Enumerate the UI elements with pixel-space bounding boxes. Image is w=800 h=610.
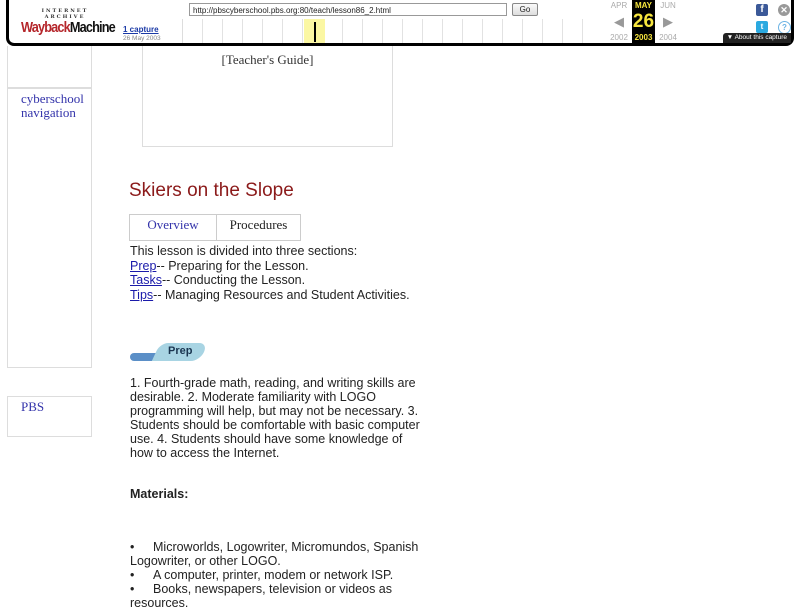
- prerequisites-text: 1. Fourth-grade math, reading, and writing skills are desirable. 2. Moderate familiarity with LOGO programming will help, but may not be necessary. 3. Students should be comfortable with basic computer use. 4. Students should have some knowledge of how to access the Internet.: [130, 376, 420, 460]
- prev-year-label[interactable]: 2002: [610, 33, 628, 42]
- close-icon[interactable]: ✕: [778, 4, 790, 16]
- wayback-logo[interactable]: [21, 8, 115, 36]
- teachers-guide-image: [142, 46, 393, 147]
- url-input[interactable]: http://pbscyberschool.pbs.org:80/teach/lesson86_2.html: [189, 3, 507, 16]
- section-row-tips: Tips-- Managing Resources and Student Activities.: [130, 287, 410, 302]
- current-year-label: 2003: [634, 33, 653, 42]
- captures-date: 26 May 2003: [123, 35, 161, 42]
- current-month-label: MAY: [634, 1, 653, 10]
- list-item: • Books, newspapers, television or videos as resources.: [130, 582, 393, 610]
- prev-month-label[interactable]: APR: [610, 1, 628, 10]
- section-row-prep: Prep-- Preparing for the Lesson.: [130, 258, 309, 273]
- sidebar-pbs-box: [7, 396, 92, 437]
- facebook-icon[interactable]: f: [756, 4, 768, 16]
- cyberschool-navigation-link[interactable]: cyberschool navigation: [21, 91, 84, 120]
- tab-procedures[interactable]: Procedures: [229, 217, 288, 232]
- date-navigator: [606, 0, 682, 46]
- current-day-label: 26: [632, 11, 655, 32]
- section-row-tasks: Tasks-- Conducting the Lesson.: [130, 273, 306, 287]
- about-capture-button[interactable]: ▼ About this capture: [723, 33, 791, 43]
- captures-link[interactable]: 1 capture: [123, 25, 159, 34]
- lesson-tabs: [129, 214, 301, 241]
- twitter-icon[interactable]: t: [756, 21, 768, 33]
- internet-archive-label: INTERNET ARCHIVE: [41, 8, 89, 20]
- wayback-toolbar: [6, 0, 794, 46]
- tips-link[interactable]: Tips: [130, 287, 154, 302]
- capture-timeline[interactable]: [182, 19, 601, 43]
- prep-link[interactable]: Prep: [130, 258, 157, 273]
- list-item: • Microworlds, Logowriter, Micromundos, Spanish Logowriter, or other LOGO.: [130, 540, 419, 568]
- sidebar-top-box: [7, 46, 92, 88]
- timeline-capture-marker[interactable]: [314, 22, 316, 42]
- captures-info: [123, 25, 161, 42]
- list-item: • A computer, printer, modem or network ISP.: [130, 568, 394, 582]
- prep-section-badge: [130, 342, 204, 364]
- prep-badge-label: Prep: [168, 345, 193, 357]
- next-month-column[interactable]: [655, 0, 681, 44]
- sidebar-navigation-box: [7, 88, 92, 368]
- prev-arrow-icon[interactable]: ◀: [614, 14, 624, 29]
- tab-overview[interactable]: Overview: [130, 215, 217, 240]
- help-icon[interactable]: ?: [778, 21, 791, 34]
- teachers-guide-alt-text: [Teacher's Guide]: [221, 52, 314, 67]
- wayback-machine-wordmark: WaybackMachine: [21, 19, 115, 36]
- current-month-column: [632, 0, 655, 46]
- next-arrow-icon[interactable]: ▶: [663, 14, 673, 29]
- go-button[interactable]: Go: [512, 3, 538, 16]
- page-title: Skiers on the Slope: [129, 180, 294, 201]
- materials-heading: Materials:: [130, 487, 189, 501]
- intro-text: This lesson is divided into three sections:: [130, 244, 358, 258]
- tasks-link[interactable]: Tasks: [130, 273, 162, 287]
- pbs-link[interactable]: PBS: [21, 399, 45, 414]
- prev-month-column[interactable]: [606, 0, 632, 44]
- next-month-label[interactable]: JUN: [660, 1, 676, 10]
- next-year-label[interactable]: 2004: [659, 33, 677, 42]
- lesson-sections-intro: [130, 244, 410, 302]
